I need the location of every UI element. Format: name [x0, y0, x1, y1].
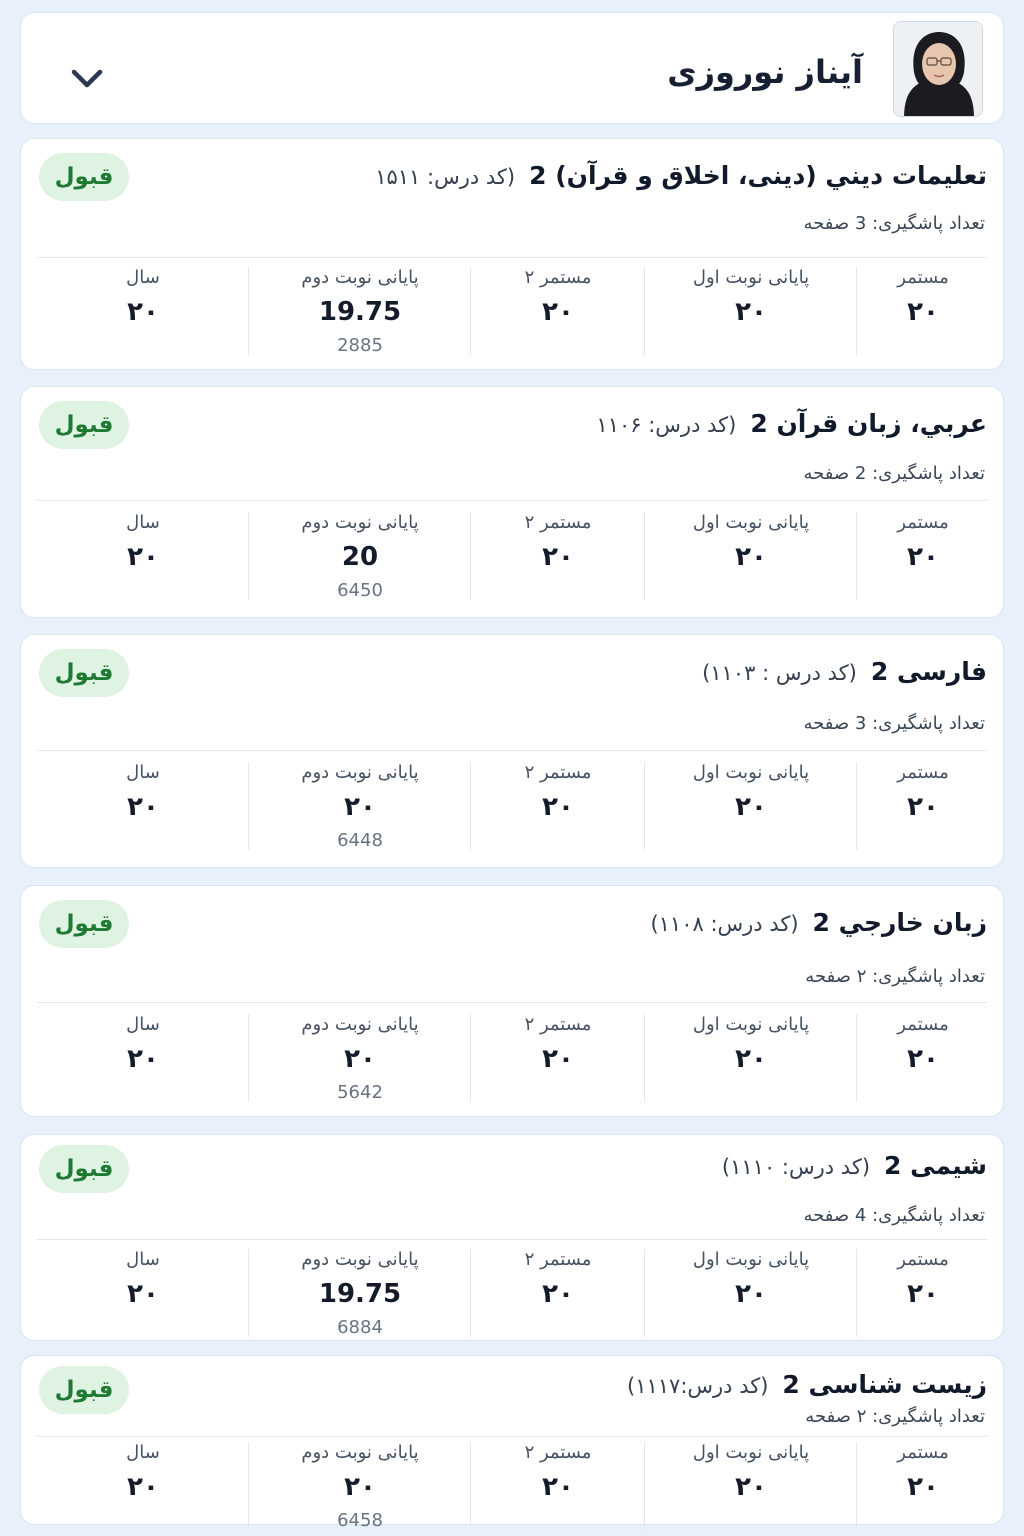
- course-code: (کد درس : ۱۱۰۳): [702, 661, 857, 685]
- grade-cell-final1: [645, 1442, 857, 1532]
- course-name: فارسی: [896, 657, 987, 686]
- student-name: آیناز نوروزی: [667, 53, 863, 91]
- grade-value: ۲۰: [542, 542, 574, 572]
- exam-number: 5642: [337, 1082, 383, 1103]
- grade-label: سال: [126, 1014, 160, 1035]
- grade-label: پایانی نوبت اول: [692, 1014, 810, 1035]
- grade-cell-year: [37, 1014, 249, 1104]
- grade-cell-cont: [857, 267, 989, 357]
- course-card: [20, 1134, 1004, 1341]
- grade-cell-cont: [857, 1249, 989, 1339]
- status-badge: قبول: [39, 1145, 129, 1193]
- grade-value: ۲۰: [735, 542, 767, 572]
- grade-cell-cont: [857, 1014, 989, 1104]
- course-level: 2: [782, 1370, 800, 1399]
- attempts-count: تعداد پاشگیری: 3 صفحه: [803, 713, 985, 734]
- exam-number: 6448: [337, 830, 383, 851]
- grade-label: پایانی نوبت دوم: [301, 1014, 419, 1035]
- grade-cell-final1: [645, 1014, 857, 1104]
- grade-value: 19.75: [318, 297, 402, 327]
- grade-label: پایانی نوبت دوم: [301, 1442, 419, 1463]
- attempts-count: تعداد پاشگیری: 3 صفحه: [803, 213, 985, 234]
- grade-cell-final2: [249, 1249, 471, 1339]
- grade-value: ۲۰: [735, 1279, 767, 1309]
- grade-cell-cont2: [471, 1249, 645, 1339]
- chevron-down-icon: [71, 68, 103, 90]
- grade-value: ۲۰: [542, 1044, 574, 1074]
- grade-value: ۲۰: [907, 1279, 939, 1309]
- grades-row: [37, 1014, 989, 1104]
- grade-label: سال: [126, 1442, 160, 1463]
- exam-number: 6884: [337, 1317, 383, 1338]
- grade-label: سال: [126, 1249, 160, 1270]
- grade-cell-final1: [645, 267, 857, 357]
- grade-label: سال: [126, 762, 160, 783]
- grades-row: [37, 512, 989, 602]
- exam-number: 2885: [337, 335, 383, 356]
- course-card: [20, 634, 1004, 868]
- grade-value: ۲۰: [127, 1044, 159, 1074]
- grade-value: ۲۰: [127, 1279, 159, 1309]
- grade-value: ۲۰: [127, 297, 159, 327]
- divider: [37, 750, 987, 751]
- grade-label: سال: [126, 512, 160, 533]
- attempts-count: تعداد پاشگیری: 2 صفحه: [803, 463, 985, 484]
- course-level: 2: [870, 657, 889, 686]
- course-title: [650, 908, 987, 937]
- grade-value: ۲۰: [542, 1279, 574, 1309]
- divider: [37, 257, 987, 258]
- course-level: 2: [884, 1151, 902, 1180]
- course-level: 2: [750, 409, 768, 438]
- grade-label: مستمر ۲: [524, 1014, 592, 1035]
- status-badge: قبول: [39, 1366, 129, 1414]
- grade-cell-final2: [249, 762, 471, 852]
- grade-label: مستمر ۲: [524, 1249, 592, 1270]
- grade-label: مستمر ۲: [524, 762, 592, 783]
- grade-cell-final2: [249, 512, 471, 602]
- grade-cell-year: [37, 762, 249, 852]
- grade-value: 20: [341, 542, 379, 572]
- grades-row: [37, 267, 989, 357]
- grade-label: مستمر: [897, 267, 949, 288]
- course-code: (کد درس: ۱۵۱۱: [375, 165, 516, 189]
- grade-label: پایانی نوبت اول: [692, 1249, 810, 1270]
- grades-row: [37, 1442, 989, 1532]
- grade-value: ۲۰: [907, 297, 939, 327]
- grade-value: ۲۰: [127, 1472, 159, 1502]
- grade-cell-cont2: [471, 1014, 645, 1104]
- course-name: تعليمات ديني (دینی، اخلاق و قرآن): [555, 161, 987, 190]
- grade-label: مستمر: [897, 762, 949, 783]
- grade-label: سال: [126, 267, 160, 288]
- grade-label: مستمر ۲: [524, 1442, 592, 1463]
- status-badge: قبول: [39, 153, 129, 201]
- grade-cell-final2: [249, 1014, 471, 1104]
- grades-row: [37, 762, 989, 852]
- grade-label: پایانی نوبت اول: [692, 762, 810, 783]
- collapse-button[interactable]: [61, 53, 113, 105]
- grade-value: ۲۰: [542, 1472, 574, 1502]
- course-title: [722, 1151, 987, 1180]
- grade-value: 19.75: [318, 1279, 402, 1309]
- grade-value: ۲۰: [127, 542, 159, 572]
- grade-cell-cont2: [471, 267, 645, 357]
- course-level: 2: [529, 161, 547, 190]
- grade-value: ۲۰: [735, 1044, 767, 1074]
- grade-cell-cont: [857, 1442, 989, 1532]
- grade-value: ۲۰: [344, 1472, 376, 1502]
- attempts-count: تعداد پاشگیری: ۲ صفحه: [805, 1406, 985, 1427]
- course-card: [20, 885, 1004, 1117]
- grade-value: ۲۰: [542, 792, 574, 822]
- status-badge: قبول: [39, 401, 129, 449]
- course-card: [20, 138, 1004, 370]
- grade-value: ۲۰: [735, 1472, 767, 1502]
- course-level: 2: [812, 908, 830, 937]
- grade-value: ۲۰: [542, 297, 574, 327]
- course-code: (کد درس: ۱۱۱۰): [721, 1155, 871, 1179]
- course-name: زبان خارجي: [838, 908, 987, 937]
- course-code: (کد درس: ۱۱۰۶: [596, 413, 737, 437]
- course-card: [20, 1355, 1004, 1531]
- course-code: (کد درس:۱۱۱۷): [627, 1374, 769, 1398]
- student-header: [20, 12, 1004, 124]
- grade-cell-year: [37, 1442, 249, 1532]
- grade-label: مستمر ۲: [524, 267, 592, 288]
- grade-label: مستمر: [897, 1249, 949, 1270]
- grade-value: ۲۰: [907, 542, 939, 572]
- course-name: شیمی: [910, 1151, 987, 1180]
- grade-label: پایانی نوبت دوم: [301, 762, 419, 783]
- grade-value: ۲۰: [344, 792, 376, 822]
- grade-label: پایانی نوبت دوم: [301, 267, 419, 288]
- grade-cell-final2: [249, 1442, 471, 1532]
- exam-number: 6458: [337, 1510, 383, 1531]
- divider: [37, 500, 987, 501]
- grade-value: ۲۰: [735, 792, 767, 822]
- grade-label: پایانی نوبت اول: [692, 267, 810, 288]
- exam-number: 6450: [337, 580, 383, 601]
- grade-label: پایانی نوبت اول: [692, 1442, 810, 1463]
- status-badge: قبول: [39, 649, 129, 697]
- attempts-count: تعداد پاشگیری: ۲ صفحه: [805, 966, 985, 987]
- grades-row: [37, 1249, 989, 1339]
- course-name: زیست شناسی: [808, 1370, 987, 1399]
- grade-cell-cont: [857, 762, 989, 852]
- grade-cell-year: [37, 1249, 249, 1339]
- status-badge: قبول: [39, 900, 129, 948]
- student-avatar: [893, 21, 983, 117]
- divider: [37, 1436, 987, 1437]
- course-card: [20, 386, 1004, 618]
- attempts-count: تعداد پاشگیری: 4 صفحه: [803, 1205, 985, 1226]
- grade-cell-cont2: [471, 1442, 645, 1532]
- course-title: [596, 409, 987, 438]
- grade-value: ۲۰: [907, 1044, 939, 1074]
- grade-label: مستمر: [897, 1442, 949, 1463]
- grade-value: ۲۰: [127, 792, 159, 822]
- course-title: [627, 1370, 987, 1399]
- course-title: [375, 161, 987, 190]
- course-title: [702, 657, 987, 686]
- grade-cell-year: [37, 267, 249, 357]
- grade-label: پایانی نوبت اول: [692, 512, 810, 533]
- grade-label: مستمر ۲: [524, 512, 592, 533]
- grade-label: پایانی نوبت دوم: [301, 1249, 419, 1270]
- grade-value: ۲۰: [907, 1472, 939, 1502]
- divider: [37, 1002, 987, 1003]
- grade-value: ۲۰: [344, 1044, 376, 1074]
- grade-cell-cont: [857, 512, 989, 602]
- grade-label: مستمر: [897, 512, 949, 533]
- grade-cell-cont2: [471, 762, 645, 852]
- grade-cell-final1: [645, 1249, 857, 1339]
- grade-cell-final2: [249, 267, 471, 357]
- grade-label: پایانی نوبت دوم: [301, 512, 419, 533]
- course-code: (کد درس: ۱۱۰۸): [650, 912, 799, 936]
- grade-value: ۲۰: [735, 297, 767, 327]
- grade-label: مستمر: [897, 1014, 949, 1035]
- grade-cell-cont2: [471, 512, 645, 602]
- course-name: عربي، زبان قرآن: [776, 409, 987, 438]
- grade-cell-final1: [645, 512, 857, 602]
- divider: [37, 1239, 987, 1240]
- grade-cell-final1: [645, 762, 857, 852]
- grade-value: ۲۰: [907, 792, 939, 822]
- grade-cell-year: [37, 512, 249, 602]
